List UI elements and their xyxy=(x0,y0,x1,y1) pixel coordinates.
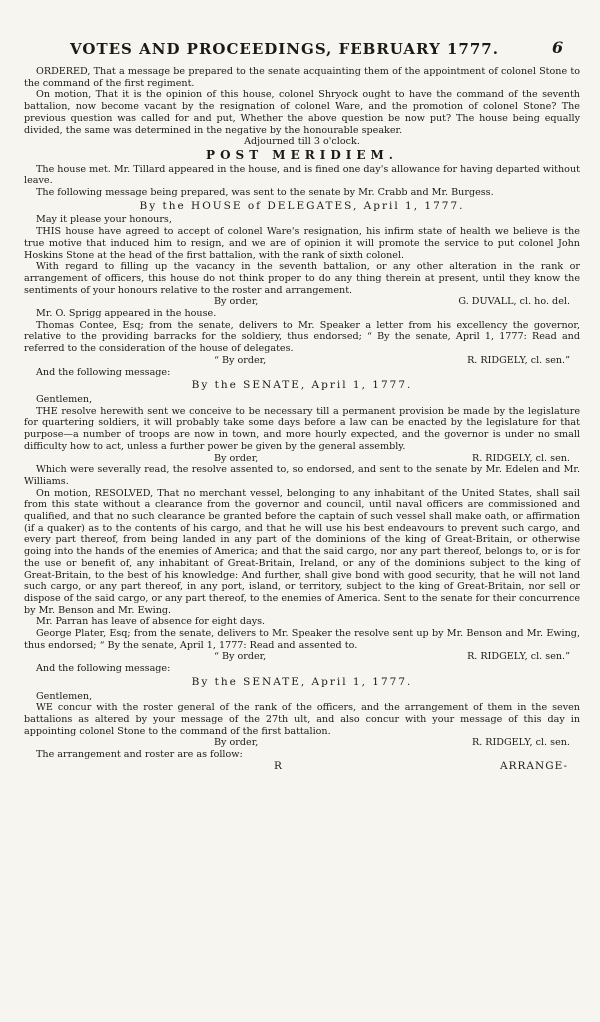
salutation: Gentlemen, xyxy=(36,690,93,702)
paragraph: WE concur with the roster general of the rank of the officers, and the arrangement of them in the seven battalions as altered by your message of the 27th ult, and also concur with your message of this day in appointing colonel Stone to the command of the first battalion. xyxy=(24,702,580,737)
signature-by-order: “ By order, xyxy=(214,354,267,366)
signature-block xyxy=(24,651,580,663)
signature-block xyxy=(24,453,580,465)
signature-by-order: By order, xyxy=(214,452,259,464)
paragraph: On motion, That it is the opinion of this house, colonel Shryock ought to have the command of the seventh battalion, now become vacant by the resignation of colonel Ware, and the promotion of colonel Stone? The previous question was called for and put, Whether the above question be now put? The house being equally divided, the same was determined in the negative by the honourable speaker. xyxy=(24,89,580,136)
signature-name: R. RIDGELY, cl. sen. xyxy=(471,737,570,749)
paragraph: And the following message: xyxy=(36,663,171,675)
message-heading: By the SENATE, April 1, 1777. xyxy=(191,379,413,392)
signature-name: R. RIDGELY, cl. sen.” xyxy=(467,354,570,366)
message-heading: By the SENATE, April 1, 1777. xyxy=(191,675,413,688)
paragraph: THE resolve herewith sent we conceive to be necessary till a permanent provision be made by the legislature for quartering soldiers, it will probably take some days before a law can be enacted by the legislature for that purpose—a number of troops are now in town, and more hourly expected, and the governor is under no small difficulty how to act, unless a further power be given by the general assembly. xyxy=(24,405,580,452)
paragraph: George Plater, Esq; from the senate, delivers to Mr. Speaker the resolve sent up by Mr. Benson and Mr. Ewing, thus endorsed; “ By the senate, April 1, 1777: Read and assented to. xyxy=(24,628,580,651)
paragraph: And the following message: xyxy=(36,366,171,378)
section-heading: POST MERIDIEM. xyxy=(206,147,398,162)
signature-block xyxy=(24,296,580,308)
paragraph: Thomas Contee, Esq; from the senate, delivers to Mr. Speaker a letter from his excellency the governor, relative to the providing barracks for the soldiery, thus endorsed; “ By the senate, April 1, 1777: Read and referred to the consideration of the house of delegates. xyxy=(24,319,580,355)
paragraph: Which were severally read, the resolve assented to, so endorsed, and sent to the senate by Mr. Edelen and Mr. Williams. xyxy=(24,464,580,487)
signature-mark: R xyxy=(274,759,283,772)
salutation: Gentlemen, xyxy=(36,393,93,405)
signature-by-order: By order, xyxy=(214,296,259,308)
adjournment-line: Adjourned till 3 o'clock. xyxy=(244,136,360,148)
signature-name: G. DUVALL, cl. ho. del. xyxy=(458,296,570,308)
running-header: VOTES AND PROCEEDINGS, FEBRUARY 1777. xyxy=(70,40,499,58)
paragraph: The arrangement and roster are as follow: xyxy=(36,749,243,761)
page-number: 6 xyxy=(552,38,564,57)
signature-block xyxy=(24,355,580,367)
signature-name: R. RIDGELY, cl. sen.” xyxy=(467,651,570,663)
salutation: May it please your honours, xyxy=(36,214,172,226)
signature-name: R. RIDGELY, cl. sen. xyxy=(471,452,570,464)
paragraph: The following message being prepared, was sent to the senate by Mr. Crabb and Mr. Burgess. xyxy=(36,187,494,199)
paragraph: Mr. Parran has leave of absence for eight days. xyxy=(36,616,266,628)
paragraph: ORDERED, That a message be prepared to the senate acquainting them of the appointment of colonel Stone to the command of the first regiment. xyxy=(24,66,580,89)
signature-by-order: “ By order, xyxy=(214,651,267,663)
page-body xyxy=(24,66,580,772)
signature-by-order: By order, xyxy=(214,737,259,749)
paragraph: THIS house have agreed to accept of colonel Ware's resignation, his infirm state of health we believe is the true motive that induced him to resign, and we are of opinion it will promote the service to put colonel John Hoskins Stone at the head of the first battalion, with the rank of sixth colonel. xyxy=(24,226,580,261)
paragraph: With regard to filling up the vacancy in the seventh battalion, or any other alteration in the rank or arrangement of officers, this house do not think proper to do any thing therein at present, until they know the sentiments of your honours relative to the roster and arrangement. xyxy=(24,261,580,296)
paragraph: On motion, RESOLVED, That no merchant vessel, belonging to any inhabitant of the United States, shall sail from this state without a clearance from the governor and council, until naval officers are commissioned and qualified, and that no such clearance be granted before the captain of such vessel shall make oath, or affirmation (if a quaker) as to the contents of his cargo, and that he will use his best endeavours to prevent such cargo, and every part thereof, from being landed in any part of the dominions of the king of Great-Britain, or otherwise going into the hands of the enemies of America; and that the said cargo, nor any part thereof, belongs to, or is for the use or benefit of, any inhabitant of Great-Britain, Ireland, or any of the dominions subject to the king of Great-Britain, to the best of his knowledge: And further, shall give bond with good security, that he will not land such cargo, or any part thereof, in any port, island, or territory, subject to the king of Great-Britain, nor sell or dispose of the said cargo, or any part thereof, to the enemies of America. Sent to the senate for their concurrence by Mr. Benson and Mr. Ewing. xyxy=(24,487,580,616)
page-footer xyxy=(24,761,580,773)
paragraph: The house met. Mr. Tillard appeared in the house, and is fined one day's allowance for having departed without leave. xyxy=(24,163,580,187)
signature-block xyxy=(24,737,580,749)
paragraph: Mr. O. Sprigg appeared in the house. xyxy=(36,308,217,320)
message-heading: By the HOUSE of DELEGATES, April 1, 1777. xyxy=(139,199,465,212)
catchword: ARRANGE- xyxy=(500,759,568,772)
